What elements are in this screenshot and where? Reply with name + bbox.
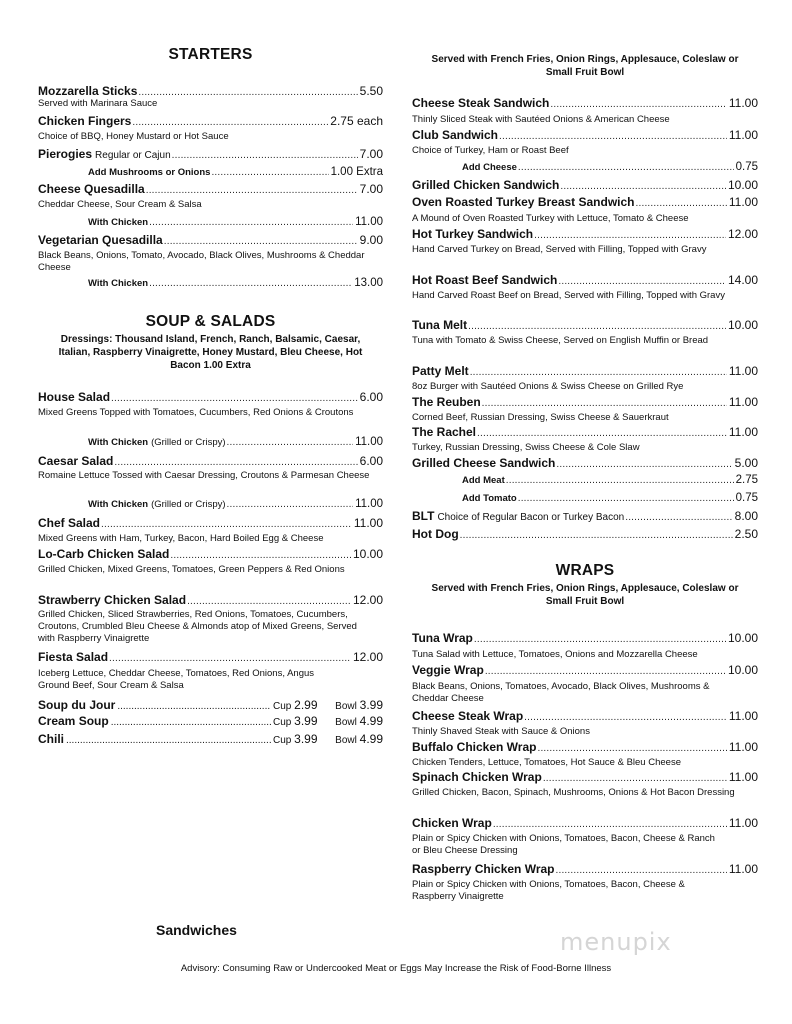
- item-description: Turkey, Russian Dressing, Swiss Cheese & Cole Slaw: [412, 442, 640, 453]
- item-description: Tuna with Tomato & Swiss Cheese, Served on English Muffin or Bread: [412, 335, 709, 346]
- menu-item: Club Sandwich ..... 11.00: [412, 128, 758, 142]
- menu-item: Patty Melt ..... 11.00: [412, 364, 758, 378]
- menu-item: Mozzarella Sticks ..... 5.50: [38, 84, 383, 98]
- item-description: Grilled Chicken, Bacon, Spinach, Mushrooms, Onions & Hot Bacon Dressing: [412, 787, 735, 798]
- menu-addon: With Chicken (Grilled or Crispy) ..... 11.00: [38, 498, 383, 510]
- item-description: Choice of BBQ, Honey Mustard or Hot Sauce: [38, 131, 229, 142]
- item-description: Plain or Spicy Chicken with Onions, Tomatoes, Bacon, Cheese & Raspberry Vinaigrette: [412, 879, 685, 902]
- menu-item: Lo-Carb Chicken Salad ..... 10.00: [38, 547, 383, 561]
- menu-item: Cheese Steak Wrap ..... 11.00: [412, 709, 758, 723]
- menu-item: Pierogies Regular or Cajun ..... 7.00: [38, 147, 383, 161]
- soup-salads-title: SOUP & SALADS: [145, 313, 276, 330]
- item-description: Plain or Spicy Chicken with Onions, Tomatoes, Bacon, Cheese & Ranch or Bleu Cheese Dressing: [412, 833, 715, 856]
- soup-row: Cream Soup ..... Cup 3.99 Bowl 4.99: [38, 714, 383, 728]
- menu-addon: Add Tomato ..... 0.75: [412, 492, 758, 504]
- wraps-note: Served with French Fries, Onion Rings, Applesauce, Coleslaw or Small Fruit Bowl: [431, 583, 739, 607]
- item-description: Thinly Sliced Steak with Sautéed Onions & American Cheese: [412, 114, 670, 125]
- menu-item: Buffalo Chicken Wrap ..... 11.00: [412, 740, 758, 754]
- menu-item: Strawberry Chicken Salad ..... 12.00: [38, 593, 383, 607]
- item-description: A Mound of Oven Roasted Turkey with Lettuce, Tomato & Cheese: [412, 213, 689, 224]
- menu-item: Cheese Steak Sandwich ..... 11.00: [412, 96, 758, 110]
- menu-item: Oven Roasted Turkey Breast Sandwich ..... 11.00: [412, 195, 758, 209]
- soup-row: Soup du Jour ..... Cup 2.99 Bowl 3.99: [38, 698, 383, 712]
- menupix-watermark: menupix: [560, 928, 672, 956]
- menu-addon: With Chicken (Grilled or Crispy) ..... 11.00: [38, 436, 383, 448]
- item-description: Cheddar Cheese, Sour Cream & Salsa: [38, 199, 202, 210]
- wraps-title: WRAPS: [555, 562, 615, 579]
- menu-item: Hot Dog ..... 2.50: [412, 527, 758, 541]
- menu-item: The Rachel ..... 11.00: [412, 425, 758, 439]
- item-description: Hand Carved Roast Beef on Bread, Served with Filling, Topped with Gravy: [412, 290, 725, 301]
- menu-item: Hot Roast Beef Sandwich ..... 14.00: [412, 273, 758, 287]
- menu-addon: Add Cheese ..... 0.75: [412, 161, 758, 173]
- item-description: Thinly Shaved Steak with Sauce & Onions: [412, 726, 590, 737]
- item-description: Black Beans, Onions, Tomato, Avocado, Black Olives, Mushrooms & Cheddar Cheese: [38, 250, 365, 273]
- menu-item: Spinach Chicken Wrap ..... 11.00: [412, 770, 758, 784]
- item-description: Grilled Chicken, Mixed Greens, Tomatoes, Green Peppers & Red Onions: [38, 564, 345, 575]
- menu-item: Fiesta Salad ..... 12.00: [38, 650, 383, 664]
- item-description: Served with Marinara Sauce: [38, 98, 158, 109]
- menu-addon: Add Meat ..... 2.75: [412, 474, 758, 486]
- menu-item: BLT Choice of Regular Bacon or Turkey Bacon ..... 8.00: [412, 509, 758, 523]
- item-description: Hand Carved Turkey on Bread, Served with Filling, Topped with Gravy: [412, 244, 707, 255]
- menu-item: Raspberry Chicken Wrap ..... 11.00: [412, 862, 758, 876]
- menu-addon: With Chicken ..... 13.00: [38, 277, 383, 289]
- menu-item: Grilled Chicken Sandwich ..... 10.00: [412, 178, 758, 192]
- menu-item: Caesar Salad ..... 6.00: [38, 454, 383, 468]
- item-description: Mixed Greens Topped with Tomatoes, Cucumbers, Red Onions & Croutons: [38, 407, 354, 418]
- menu-item: Chef Salad ..... 11.00: [38, 516, 383, 530]
- menu-item: Chicken Wrap ..... 11.00: [412, 816, 758, 830]
- item-description: Corned Beef, Russian Dressing, Swiss Cheese & Sauerkraut: [412, 412, 669, 423]
- menu-item: Vegetarian Quesadilla ..... 9.00: [38, 233, 383, 247]
- menu-item: Grilled Cheese Sandwich ..... 5.00: [412, 456, 758, 470]
- item-description: Grilled Chicken, Sliced Strawberries, Red Onions, Tomatoes, Cucumbers, Croutons, Crumbled Bleu Cheese & Almonds atop of Mixed Greens, Served with Raspberry Vinaigrette: [38, 609, 357, 644]
- item-description: Black Beans, Onions, Tomatoes, Avocado, Black Olives, Mushrooms & Cheddar Cheese: [412, 681, 710, 704]
- item-description: Tuna Salad with Lettuce, Tomatoes, Onions and Mozzarella Cheese: [412, 649, 698, 660]
- item-description: Choice of Turkey, Ham or Roast Beef: [412, 145, 569, 156]
- item-description: Chicken Tenders, Lettuce, Tomatoes, Hot Sauce & Bleu Cheese: [412, 757, 681, 768]
- menu-item: Tuna Melt ..... 10.00: [412, 318, 758, 332]
- menu-item: Tuna Wrap ..... 10.00: [412, 631, 758, 645]
- soup-row: Chili ..... Cup 3.99 Bowl 4.99: [38, 732, 383, 746]
- menu-item: Veggie Wrap ..... 10.00: [412, 663, 758, 677]
- menu-addon: With Chicken ..... 11.00: [38, 216, 383, 228]
- menu-item: Hot Turkey Sandwich ..... 12.00: [412, 227, 758, 241]
- menu-addon: Add Mushrooms or Onions ..... 1.00 Extra: [38, 166, 383, 178]
- food-advisory: Advisory: Consuming Raw or Undercooked Meat or Eggs May Increase the Risk of Food-Borne Illness: [180, 963, 612, 974]
- menu-item: House Salad ..... 6.00: [38, 390, 383, 404]
- menu-item: Chicken Fingers ..... 2.75 each: [38, 114, 383, 128]
- item-description: Romaine Lettuce Tossed with Caesar Dressing, Croutons & Parmesan Cheese: [38, 470, 370, 481]
- item-description: Iceberg Lettuce, Cheddar Cheese, Tomatoes, Red Onions, Angus Ground Beef, Sour Cream & Salsa: [38, 668, 315, 691]
- starters-title: STARTERS: [168, 46, 253, 63]
- dressings-note: Dressings: Thousand Island, French, Ranch, Balsamic, Caesar, Italian, Raspberry Vinaigrette, Honey Mustard, Bleu Cheese, Hot Bacon 1.00 Extra: [58, 334, 363, 371]
- item-description: 8oz Burger with Sautéed Onions & Swiss Cheese on Grilled Rye: [412, 381, 684, 392]
- sandwiches-title: Sandwiches: [156, 922, 237, 938]
- menu-item: Cheese Quesadilla ..... 7.00: [38, 182, 383, 196]
- item-description: Mixed Greens with Ham, Turkey, Bacon, Hard Boiled Egg & Cheese: [38, 533, 324, 544]
- sandwiches-note: Served with French Fries, Onion Rings, Applesauce, Coleslaw or Small Fruit Bowl: [431, 54, 739, 78]
- menu-item: The Reuben ..... 11.00: [412, 395, 758, 409]
